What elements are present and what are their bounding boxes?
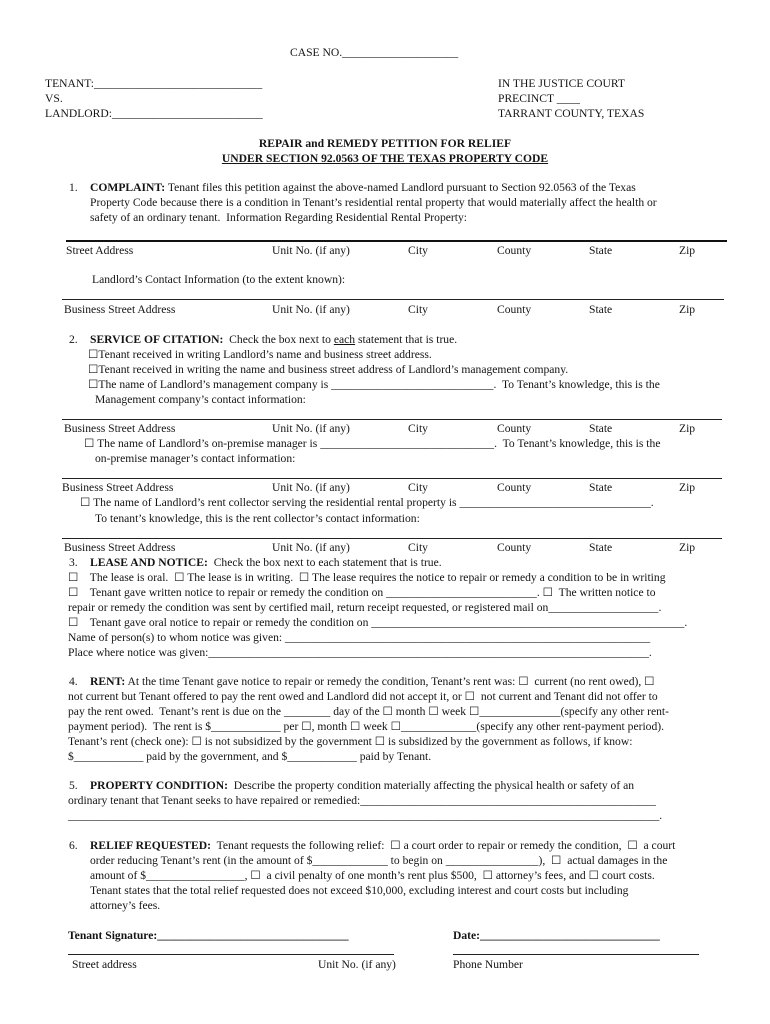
collector-address-labels <box>0 541 770 555</box>
date-line[interactable]: _______________________________ <box>480 929 660 942</box>
versus-label: VS. <box>45 92 63 105</box>
section-5-line1: PROPERTY CONDITION: Describe the property condition materially affecting the physical health or safety of an <box>90 779 635 792</box>
service-option-1[interactable]: ☐Tenant received in writing Landlord’s name and business street address. <box>88 348 432 361</box>
certified-mail-line: repair or remedy the condition was sent by certified mail, return receipt requested, or registered mail on___________________. <box>68 601 662 614</box>
section-6-line1: RELIEF REQUESTED: Tenant requests the following relief: ☐ a court order to repair or remedy the condition, ☐ a court <box>90 839 676 852</box>
street-address-signature-line <box>68 954 394 955</box>
city-label: City <box>408 303 428 316</box>
management-address-line <box>62 419 722 420</box>
city-label: City <box>408 541 428 554</box>
section-6-number: 6. <box>69 839 78 852</box>
collector-address-line <box>62 538 722 539</box>
oral-notice-line[interactable]: ☐ Tenant gave oral notice to repair or remedy the condition on ______________________________________________________. <box>68 616 688 629</box>
section-5-line3: ______________________________________________________________________________________________________. <box>68 809 663 822</box>
unit-label: Unit No. (if any) <box>272 541 350 554</box>
section-4-line6: $____________ paid by the government, and $____________ paid by Tenant. <box>68 750 432 763</box>
property-address-line <box>66 240 727 242</box>
landlord-contact-label: Landlord’s Contact Information (to the extent known): <box>92 273 346 286</box>
county-label: TARRANT COUNTY, TEXAS <box>498 107 645 120</box>
precinct-field: PRECINCT ____ <box>498 92 580 105</box>
case-number: CASE NO.____________________ <box>290 46 459 59</box>
phone-number-line <box>453 954 699 955</box>
onpremise-address-line <box>62 478 722 479</box>
business-street-label: Business Street Address <box>62 481 174 494</box>
lease-options[interactable]: ☐ The lease is oral. ☐ The lease is in writing. ☐ The lease requires the notice to repair or remedy a condition to be in writing <box>68 571 666 584</box>
street-address-label: Street Address <box>66 244 134 257</box>
city-label: City <box>408 422 428 435</box>
tenant-signature-label: Tenant Signature: <box>68 929 158 942</box>
section-5-heading: PROPERTY CONDITION: <box>90 779 228 792</box>
section-1-number: 1. <box>69 181 78 194</box>
unit-label: Unit No. (if any) <box>272 481 350 494</box>
collector-contact-label: To tenant’s knowledge, this is the rent collector’s contact information: <box>95 512 420 525</box>
state-label: State <box>589 244 613 257</box>
section-4-number: 4. <box>69 675 78 688</box>
section-6-line4: Tenant states that the total relief requested does not exceed $10,000, excluding interest and court costs but including <box>90 884 629 897</box>
state-label: State <box>589 422 613 435</box>
tenant-field: TENANT:_____________________________ <box>45 77 263 90</box>
zip-label: Zip <box>679 481 696 494</box>
zip-label: Zip <box>679 541 696 554</box>
unit-label: Unit No. (if any) <box>272 422 350 435</box>
state-label: State <box>589 303 613 316</box>
section-1-heading: COMPLAINT: <box>90 181 166 194</box>
written-notice-line[interactable]: ☐ Tenant gave written notice to repair or remedy the condition on __________________________. ☐ The written notice to <box>68 586 656 599</box>
section-6-line3: amount of $_________________, ☐ a civil penalty of one month’s rent plus $500, ☐ attorney’s fees, and ☐ court costs. <box>90 869 655 882</box>
section-2-intro: SERVICE OF CITATION: Check the box next to each statement that is true. <box>90 333 458 346</box>
notice-place-line: Place where notice was given:____________________________________________________________________________. <box>68 646 652 659</box>
zip-label: Zip <box>679 422 696 435</box>
state-label: State <box>589 541 613 554</box>
county-label-col: County <box>497 481 532 494</box>
tenant-signature-field <box>68 929 349 943</box>
county-label-col: County <box>497 303 532 316</box>
section-5-line2: ordinary tenant that Tenant seeks to have repaired or remedied:___________________________________________________ <box>68 794 656 807</box>
section-1-line2: Property Code because there is a condition in Tenant’s residential rental property that would materially affect the health or <box>90 196 657 209</box>
city-label: City <box>408 244 428 257</box>
section-6-line2: order reducing Tenant’s rent (in the amount of $_____________ to begin on ________________), ☐ actual damages in the <box>90 854 668 867</box>
section-2-heading: SERVICE OF CITATION: <box>90 333 224 346</box>
county-label-col: County <box>497 422 532 435</box>
petition-title-line1: REPAIR and REMEDY PETITION FOR RELIEF <box>258 137 512 150</box>
section-4-line3: pay the rent owed. Tenant’s rent is due on the ________ day of the ☐ month ☐ week ☐______________(specify any other rent- <box>68 705 670 718</box>
state-label: State <box>589 481 613 494</box>
onpremise-contact-label: on-premise manager’s contact information: <box>95 452 296 465</box>
service-option-2[interactable]: ☐Tenant received in writing the name and business street address of Landlord’s management company. <box>88 363 569 376</box>
section-3-number: 3. <box>69 556 78 569</box>
management-address-labels <box>0 422 770 436</box>
county-label-col: County <box>497 244 532 257</box>
section-5-number: 5. <box>69 779 78 792</box>
footer-unit-label: Unit No. (if any) <box>318 958 396 971</box>
date-label: Date: <box>453 929 481 942</box>
tenant-signature-line[interactable]: _________________________________ <box>157 929 349 942</box>
city-label: City <box>408 481 428 494</box>
service-option-3[interactable]: ☐The name of Landlord’s management company is ____________________________. To Tenant’s knowledge, this is the <box>88 378 660 391</box>
landlord-address-line <box>62 299 724 300</box>
zip-label: Zip <box>679 303 696 316</box>
section-3-heading: LEASE AND NOTICE: <box>90 556 208 569</box>
service-option-4[interactable]: ☐ The name of Landlord’s on-premise manager is ______________________________. To Tenant’s knowledge, this is the <box>84 437 661 450</box>
county-label-col: County <box>497 541 532 554</box>
footer-street-label: Street address <box>72 958 137 971</box>
notice-recipient-line: Name of person(s) to whom notice was given: _______________________________________________________________ <box>68 631 651 644</box>
service-option-5[interactable]: ☐ The name of Landlord’s rent collector serving the residential rental property is _________________________________. <box>80 496 654 509</box>
footer-phone-label: Phone Number <box>453 958 523 971</box>
landlord-field: LANDLORD:__________________________ <box>45 107 263 120</box>
onpremise-address-labels <box>0 481 770 495</box>
court-label: IN THE JUSTICE COURT <box>498 77 625 90</box>
business-street-label: Business Street Address <box>64 541 176 554</box>
section-1-line3: safety of an ordinary tenant. Information Regarding Residential Rental Property: <box>90 211 468 224</box>
section-2-number: 2. <box>69 333 78 346</box>
section-4-line4: payment period). The rent is $____________ per ☐, month ☐ week ☐_____________(specify any other rent-payment period). <box>68 720 665 733</box>
date-field <box>453 929 660 943</box>
petition-title-line2: UNDER SECTION 92.0563 OF THE TEXAS PROPERTY CODE <box>221 152 549 165</box>
section-4-line1: RENT: At the time Tenant gave notice to repair or remedy the condition, Tenant’s rent was: ☐ current (no rent owed), ☐ <box>90 675 655 688</box>
management-contact-label: Management company’s contact information: <box>95 393 306 406</box>
property-address-labels <box>0 244 770 258</box>
section-6-line5: attorney’s fees. <box>90 899 161 912</box>
unit-label: Unit No. (if any) <box>272 244 350 257</box>
section-4-line2: not current but Tenant offered to pay the rent owed and Landlord did not accept it, or ☐ not current and Tenant did not offer to <box>68 690 658 703</box>
unit-label: Unit No. (if any) <box>272 303 350 316</box>
section-3-intro: LEASE AND NOTICE: Check the box next to each statement that is true. <box>90 556 442 569</box>
section-6-heading: RELIEF REQUESTED: <box>90 839 212 852</box>
section-1-line1: COMPLAINT: Tenant files this petition against the above-named Landlord pursuant to Section 92.0563 of the Texas <box>90 181 636 194</box>
business-street-label: Business Street Address <box>64 422 176 435</box>
section-4-line5: Tenant’s rent (check one): ☐ is not subsidized by the government ☐ is subsidized by the government as follows, if know: <box>68 735 633 748</box>
landlord-address-labels <box>0 303 770 317</box>
business-street-label: Business Street Address <box>64 303 176 316</box>
zip-label: Zip <box>679 244 696 257</box>
section-4-heading: RENT: <box>90 675 126 688</box>
